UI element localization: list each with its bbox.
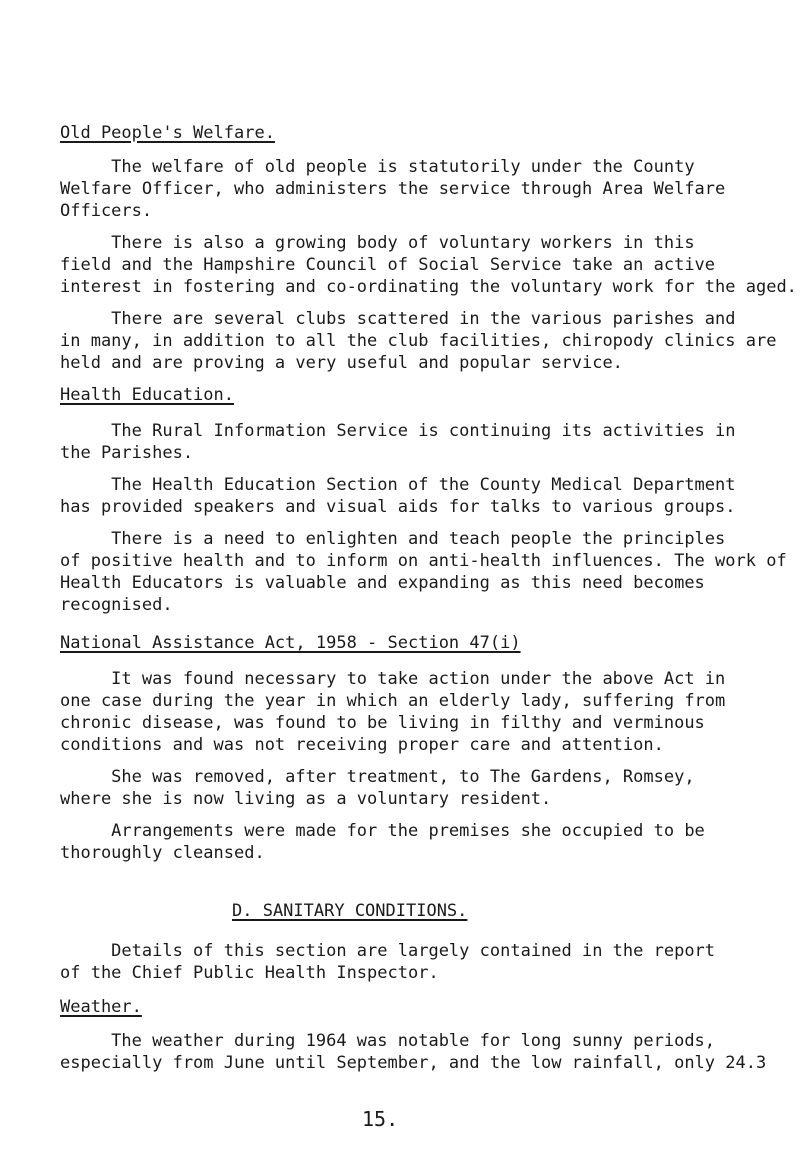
paragraph-positive-health: There is a need to enlighten and teach people the principles of positive health and to inform on anti-health influences. The work of Health Educators is valuable and expanding as this need becomes recognised. [60, 529, 787, 615]
paragraph-rural-information-service: The Rural Information Service is continuing its activities in the Parishes. [60, 421, 736, 463]
heading-sanitary-conditions: D. SANITARY CONDITIONS. [232, 901, 468, 921]
heading-health-education: Health Education. [60, 385, 234, 405]
paragraph-weather-1964: The weather during 1964 was notable for long sunny periods, especially from June until September, and the low rainfall, only 24.3 [60, 1031, 767, 1073]
paragraph-health-education-section: The Health Education Section of the County Medical Department has provided speakers and visual aids for talks to various groups. [60, 475, 736, 517]
paragraph-clubs: There are several clubs scattered in the various parishes and in many, in addition to all the club facilities, chiropody clinics are held and are proving a very useful and popular service. [60, 309, 777, 373]
paragraph-elderly-lady-case: It was found necessary to take action under the above Act in one case during the year in which an elderly lady, suffering from chronic disease, was found to be living in filthy and verminous conditions and was not receiving proper care and attention. [60, 669, 726, 755]
paragraph-welfare-officer: The welfare of old people is statutorily under the County Welfare Officer, who administers the service through Area Welfare Officers. [60, 157, 726, 221]
page-number: 15. [362, 1107, 399, 1131]
heading-old-peoples-welfare: Old People's Welfare. [60, 123, 275, 143]
paragraph-voluntary-workers: There is also a growing body of voluntary workers in this field and the Hampshire Council of Social Service take an active interest in fostering and co-ordinating the voluntary work for the aged. [60, 233, 797, 297]
heading-national-assistance-act: National Assistance Act, 1958 - Section 47(i) [60, 633, 521, 653]
paragraph-chief-inspector-report: Details of this section are largely contained in the report of the Chief Public Health Inspector. [60, 941, 716, 983]
paragraph-premises-cleansed: Arrangements were made for the premises she occupied to be thoroughly cleansed. [60, 821, 705, 863]
heading-weather: Weather. [60, 997, 142, 1017]
paragraph-removed-to-gardens: She was removed, after treatment, to The Gardens, Romsey, where she is now living as a voluntary resident. [60, 767, 695, 809]
